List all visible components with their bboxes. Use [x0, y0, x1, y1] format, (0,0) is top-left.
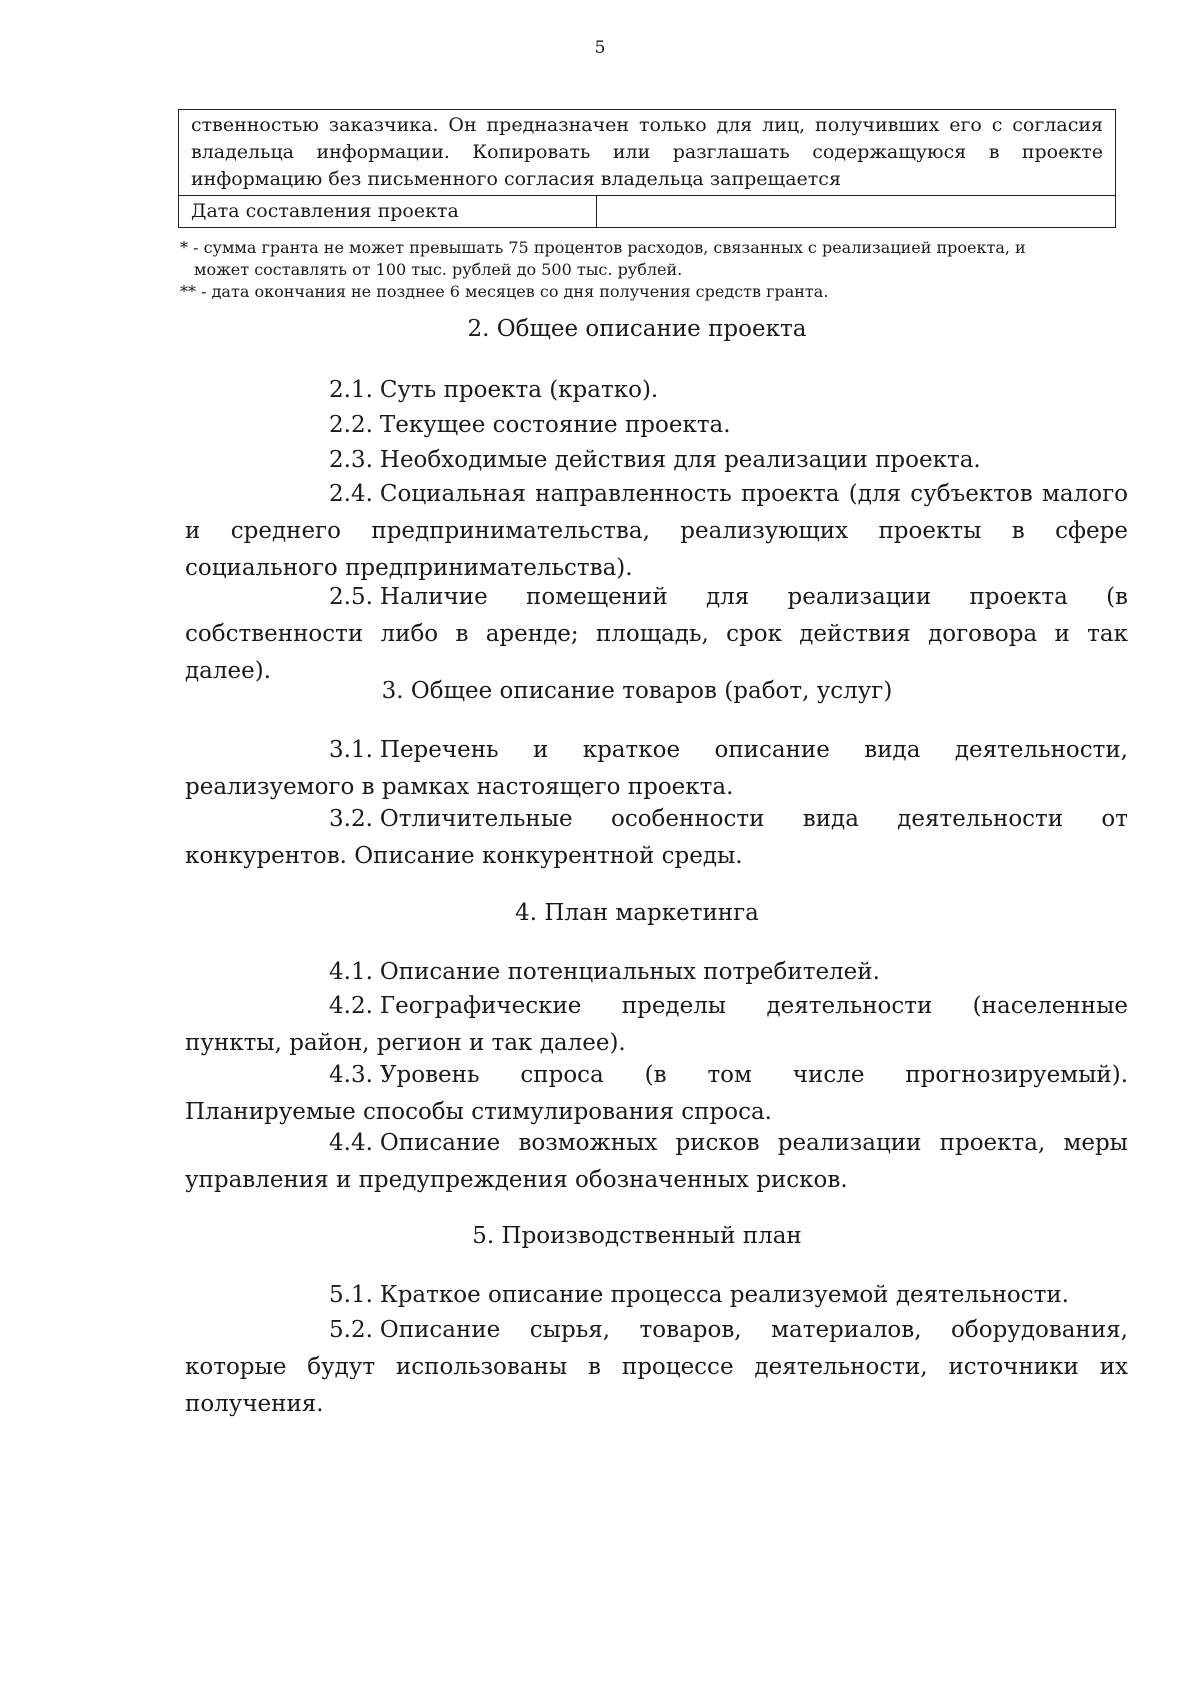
section-heading-5: 5. Производственный план [472, 1223, 802, 1249]
item-text: Отличительные особенности вида деятельности от конкурентов. Описание конкурентной среды. [185, 806, 1128, 869]
item-number: 2.2. [329, 412, 373, 438]
footnotes [180, 237, 1120, 303]
item-text: Перечень и краткое описание вида деятельности, реализуемого в рамках настоящего проекта. [185, 737, 1128, 800]
item-number: 3.1. [329, 737, 373, 763]
list-item-4-2 [185, 988, 1128, 1062]
list-item-2-4 [185, 476, 1128, 587]
footnote-grant-amount: * - сумма гранта не может превышать 75 процентов расходов, связанных с реализацией проекта, и [180, 238, 1026, 257]
date-value-cell [597, 196, 1116, 228]
page-number: 5 [594, 38, 606, 58]
item-number: 2.5. [329, 584, 373, 610]
item-number: 4.1. [329, 959, 373, 985]
item-text: Уровень спроса (в том числе прогнозируемый). Планируемые способы стимулирования спроса. [185, 1062, 1128, 1125]
list-item-4-1 [185, 954, 1128, 991]
item-number: 5.1. [329, 1282, 373, 1308]
list-item-2-2 [185, 407, 1128, 444]
footnote-end-date: ** - дата окончания не позднее 6 месяцев со дня получения средств гранта. [180, 282, 829, 301]
item-number: 4.2. [329, 993, 373, 1019]
item-number: 2.1. [329, 377, 373, 403]
list-item-5-2 [185, 1312, 1128, 1423]
list-item-4-3 [185, 1057, 1128, 1131]
project-info-table [178, 109, 1116, 228]
item-number: 5.2. [329, 1317, 373, 1343]
section-heading-4: 4. План маркетинга [515, 900, 759, 926]
list-item-2-1 [185, 372, 1128, 409]
section-heading-2: 2. Общее описание проекта [467, 316, 807, 342]
item-text: Описание потенциальных потребителей. [379, 959, 880, 985]
item-text: Краткое описание процесса реализуемой деятельности. [379, 1282, 1069, 1308]
list-item-3-1 [185, 732, 1128, 806]
item-text: Текущее состояние проекта. [379, 412, 731, 438]
confidentiality-notice: ственностью заказчика. Он предназначен только для лиц, получивших его с согласия владельца информации. Копировать или разглашать содержащуюся в проекте информацию без письменного согласия владельца запрещается [179, 110, 1116, 196]
item-number: 4.3. [329, 1062, 373, 1088]
item-text: Описание возможных рисков реализации проекта, меры управления и предупреждения обозначенных рисков. [185, 1130, 1128, 1193]
item-text: Наличие помещений для реализации проекта (в собственности либо в аренде; площадь, срок действия договора и так далее). [185, 584, 1128, 684]
item-number: 2.4. [329, 481, 373, 507]
item-text: Необходимые действия для реализации проекта. [379, 447, 981, 473]
list-item-3-2 [185, 801, 1128, 875]
item-text: Описание сырья, товаров, материалов, оборудования, которые будут использованы в процессе деятельности, источники их получения. [185, 1317, 1128, 1417]
item-text: Географические пределы деятельности (населенные пункты, район, регион и так далее). [185, 993, 1128, 1056]
item-number: 4.4. [329, 1130, 373, 1156]
item-text: Суть проекта (кратко). [379, 377, 659, 403]
item-text: Социальная направленность проекта (для субъектов малого и среднего предпринимательства, реализующих проекты в сфере социального предпринимательства). [185, 481, 1128, 581]
section-heading-3: 3. Общее описание товаров (работ, услуг) [381, 678, 893, 704]
item-number: 2.3. [329, 447, 373, 473]
list-item-2-3 [185, 442, 1128, 479]
item-number: 3.2. [329, 806, 373, 832]
date-label-cell: Дата составления проекта [179, 196, 597, 228]
list-item-4-4 [185, 1125, 1128, 1199]
list-item-5-1 [185, 1277, 1128, 1314]
footnote-grant-amount-cont: может составлять от 100 тыс. рублей до 500 тыс. рублей. [194, 260, 683, 279]
